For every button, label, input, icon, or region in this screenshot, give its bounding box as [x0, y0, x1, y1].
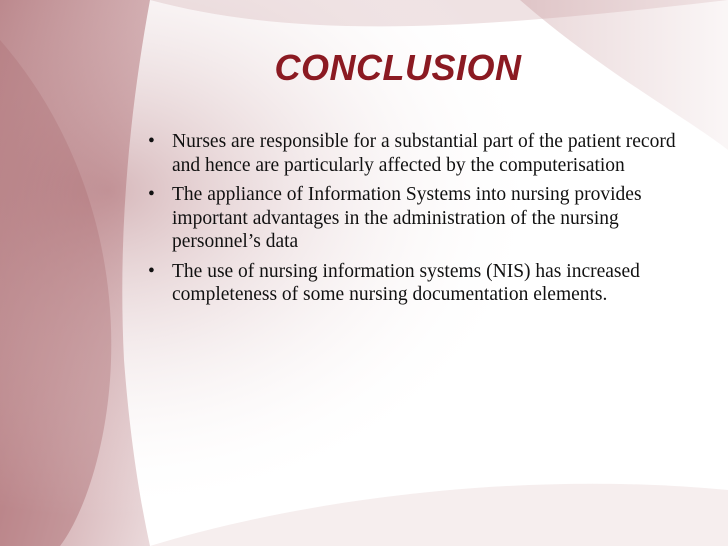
- bullet-text: Nurses are responsible for a substantial part of the patient record and hence are particularly affected by the computerisation: [172, 131, 676, 176]
- bullet-text: The appliance of Information Systems into nursing provides important advantages in the administration of the nursing personnel’s data: [172, 184, 642, 252]
- bullet-item: [138, 260, 708, 307]
- bullet-text: The use of nursing information systems (NIS) has increased completeness of some nursing documentation elements.: [172, 260, 640, 305]
- bullet-item: [138, 183, 708, 254]
- bullet-dot-icon: •: [148, 131, 155, 152]
- bullet-list: [138, 130, 708, 313]
- bullet-dot-icon: •: [148, 260, 155, 282]
- slide-title: CONCLUSION: [274, 47, 522, 88]
- bullet-dot-icon: •: [148, 184, 155, 205]
- bullet-item: [138, 130, 708, 177]
